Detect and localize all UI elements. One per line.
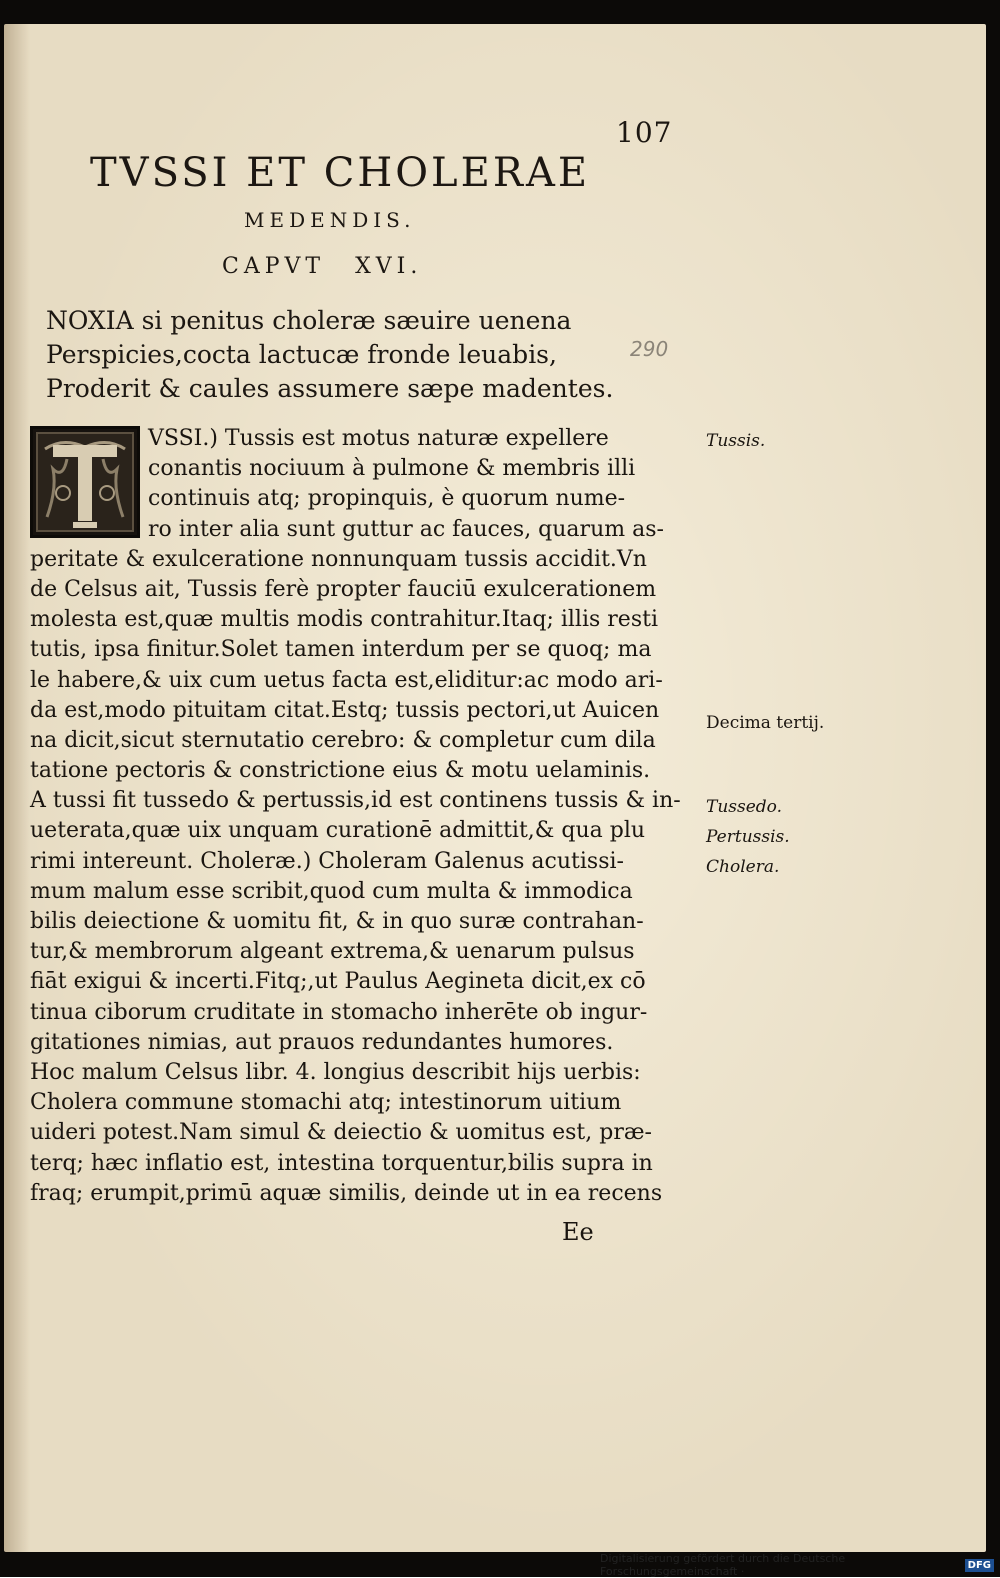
text-line: tur,& membrorum algeant extrema,& uenarum pulsus — [30, 939, 635, 965]
chapter-subtitle: MEDENDIS. — [244, 208, 416, 232]
verse-line: NOXIA si penitus choleræ sæuire uenena — [46, 306, 572, 335]
text-line: fraq; erumpit,primū aquæ similis, deinde ut in ea recens — [30, 1180, 663, 1206]
text-line: ueterata,quæ uix unquam curationē admittit,& qua plu — [30, 818, 646, 844]
chapter-number: CAPVT XVI. — [222, 254, 423, 279]
text-line: conantis nociuum à pulmone & membris illi — [148, 456, 636, 482]
text-line: tatione pectoris & constrictione eius & motu uelaminis. — [30, 758, 651, 784]
marginal-note: Cholera. — [706, 857, 780, 877]
text-line: fiāt exigui & incerti.Fitq;,ut Paulus Aegineta dicit,ex cō — [30, 969, 646, 995]
chapter-title: TVSSI ET CHOLERAE — [90, 150, 591, 196]
signature-mark: Ee — [562, 1218, 594, 1246]
text-line: A tussi fit tussedo & pertussis,id est continens tussis & in- — [30, 788, 681, 814]
text-line: le habere,& uix cum uetus facta est,eliditur:ac modo ari- — [30, 667, 663, 693]
text-line: continuis atq; propinquis, è quorum nume- — [148, 486, 626, 512]
marginal-note: Decima tertij. — [706, 713, 825, 733]
text-line: ro inter alia sunt guttur ac fauces, quarum as- — [148, 516, 664, 542]
text-line: Hoc malum Celsus libr. 4. longius describit hijs uerbis: — [30, 1059, 641, 1085]
handwritten-note: 290 — [630, 337, 669, 361]
verse-block — [46, 304, 669, 406]
text-line: tinua ciborum cruditate in stomacho inherēte ob ingur- — [30, 999, 648, 1025]
text-line: bilis deiectione & uomitu fit, & in quo suræ contrahan- — [30, 909, 644, 934]
verse-line: Perspicies,cocta lactucæ fronde leuabis, — [46, 340, 557, 369]
page-number: 107 — [616, 116, 673, 149]
text-line: molesta est,quæ multis modis contrahitur.Itaq; illis resti — [30, 607, 658, 633]
footer-credit-bar — [600, 1553, 1000, 1577]
text-line: VSSI.) Tussis est motus naturæ expellere — [148, 426, 609, 451]
text-line: mum malum esse scribit,quod cum multa & immodica — [30, 878, 633, 904]
verse-line: Proderit & caules assumere sæpe madentes. — [46, 374, 614, 403]
marginal-note: Tussedo. — [706, 797, 783, 817]
text-line: peritate & exulceratione nonnunquam tussis accidit.Vn — [30, 546, 647, 572]
text-line: gitationes nimias, aut prauos redundantes humores. — [30, 1029, 614, 1055]
text-line: de Celsus ait, Tussis ferè propter fauciū exulcerationem — [30, 576, 657, 602]
body-text — [30, 424, 825, 1209]
dfg-logo: DFG — [965, 1559, 994, 1572]
marginal-note: Pertussis. — [706, 827, 790, 847]
text-line: na dicit,sicut sternutatio cerebro: & completur cum dila — [30, 727, 656, 753]
text-line: terq; hæc inflatio est, intestina torquentur,bilis supra in — [30, 1150, 653, 1176]
text-line: uideri potest.Nam simul & deiectio & uomitus est, præ- — [30, 1120, 652, 1146]
text-line: da est,modo pituitam citat.Estq; tussis pectori,ut Auicen — [30, 697, 660, 723]
marginal-note: Tussis. — [706, 431, 766, 451]
text-line: rimi intereunt. Choleræ.) Choleram Galenus acutissi- — [30, 848, 624, 874]
text-line: Cholera commune stomachi atq; intestinorum uitium — [30, 1090, 622, 1116]
text-line: tutis, ipsa finitur.Solet tamen interdum per se quoq; ma — [30, 637, 652, 663]
footer-credit: Digitalisierung gefördert durch die Deutsche Forschungsgemeinschaft · — [600, 1552, 846, 1578]
